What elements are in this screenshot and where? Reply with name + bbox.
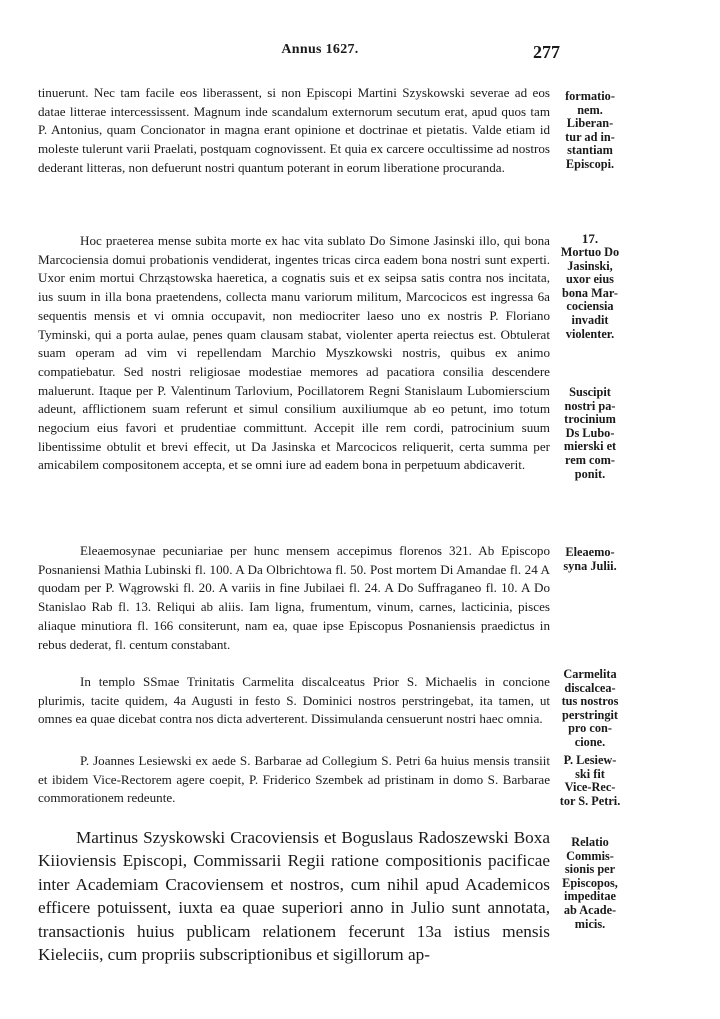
margin-note-relatio: Relatio Commis- sionis per Episcopos, impeditae ab Acade- micis. <box>562 835 618 931</box>
margin-note-lesiewski: P. Lesiew- ski fit Vice-Rec- tor S. Petri. <box>559 753 621 808</box>
margin-note-carmelite: Carmelita discalcea- tus nostros perstringit pro con- cione. <box>561 667 619 749</box>
margin-note-alms: Eleaemo- syna Julii. <box>563 545 617 573</box>
margin-note-number: 17. <box>581 231 599 246</box>
paragraph-text: P. Joannes Lesiewski ex aede S. Barbarae ad Collegium S. Petri 6a huius mensis transiit et ibidem Vice-Rectorem agere coepit, P. Friderico Szembek ad pristinam in domo S. Barbarae commorationem redeunte. <box>38 753 550 806</box>
paragraph-liberation <box>38 84 550 178</box>
running-title: Annus 1627. <box>281 42 359 57</box>
paragraph-lesiewski <box>38 752 550 808</box>
margin-note-jasinski: Mortuo Do Jasinski, uxor eius bona Mar- cociensia invadit violenter. <box>560 245 620 341</box>
paragraph-carmelite <box>38 673 550 729</box>
paragraph-text: In templo SSmae Trinitatis Carmelita discalceatus Prior S. Michaelis in concione plurimis, tacite quidem, 4a Augusti in festo S. Dominici nostros perstringebat, ita tamen, ut omnes ea quae dicebat contra nos dicta adverterent. Dissimulanda censuerunt nostri haec omnia. <box>38 674 550 727</box>
paragraph-alms <box>38 542 550 654</box>
paragraph-text: tinuerunt. Nec tam facile eos liberassent, si non Episcopi Martini Szyskowski severae ad eos datae litterae intercessissent. Magnum inde scandalum externorum secutum erat, apud quos tam P. Antonius, quam Concionator in magna erant opinione et doctrinae et pietatis. Valde etiam id moleste tulerunt varii Praelati, postquam cognovissent. Et quia ex carcere occultissime ad nostros dederant litteras, non defuerunt nostri quantum poterant in eorum liberatione procuranda. <box>38 85 550 175</box>
paragraph-text: Hoc praeterea mense subita morte ex hac vita sublato Do Simone Jasinski illo, qui bona Marcociensia domui probationis vendiderat, ingentes tricas circa eadem bona nostri sunt experti. Uxor enim mortui Chrząstowska haeretica, a cognatis suis et ex seipsa satis contra nos incitata, ius suum in illa bona praetendens, collecta manu variorum militum, Marcocicos est ingressa 6a sequentis mensis et vi omnia occupavit, non mediocriter laeso uno ex nostris P. Floriano Tyminski, qui a porta aulae, penes quam clausam stabat, violenter aperta reiectus est. Obtulerat suam operam ad vim vi repellendam Marchio Myszkowski nostris, quibus ex animo compatiebatur. Sed nostri religiosae modestiae memores ad pacatiora consilia descendere maluerunt. Itaque per P. Valentinum Tarlovium, Pocillatorem Regni Stanislaum Lubomierscium adeunt, afflictionem suam referunt et simul consilium auxiliumque ab eo petunt, imo totum negocium eius favori et prudentiae committunt. Accepit ille rem cordi, patrocinium suum libentissime obtulit et brevi effecit, ut Da Jasinska et Marcocicos reliquerit, certa summa per amicabilem compositonem accepta, et se omni iure ad eadem bona in perpetuum abdicaverit. <box>38 233 550 473</box>
margin-note-liberation: formatio- nem. Liberan- tur ad in- stantiam Episcopi. <box>565 89 615 171</box>
paragraph-text: Eleaemosynae pecuniariae per hunc mensem accepimus florenos 321. Ab Episcopo Posnaniensi Mathia Lubinski fl. 100. A Da Olbrichtowa fl. 50. Post mortem Di Amandae fl. 24 A quodam per P. Wągrowski fl. 20. A variis in fine Jubilaei fl. 24. A Do Suffraganeo fl. 10. A Do Stanislao Rab fl. 13. Reliqui ab aliis. Iam ligna, frumentum, vinum, carnes, lacticinia, pisces aliaque minutiora fl. 166 consiterunt, nam ea, quae ipse Episcopus Posnaniensis praedictus in rebus dederat, fl. centum constabant. <box>38 543 550 652</box>
paragraph-relatio <box>38 826 550 966</box>
paragraph-text: Martinus Szyskowski Cracoviensis et Boguslaus Radoszewski Boxa Kiioviensis Episcopi, Commissarii Regii ratione compositionis pacificae inter Academiam Cracoviensem et nostros, cum nihil apud Academicos efficere potuissent, iuxta ea quae superiori anno in Julio sunt annotata, transactionis huius publicam relationem fecerunt 13a istius mensis Kieleciis, cum propriis subscriptionibus et sigillorum ap- <box>38 828 550 965</box>
paragraph-jasinski <box>38 232 550 475</box>
margin-note-patronage: Suscipit nostri pa- trocinium Ds Lubo- mierski et rem com- ponit. <box>563 385 617 481</box>
page-number: 277 <box>533 42 560 62</box>
